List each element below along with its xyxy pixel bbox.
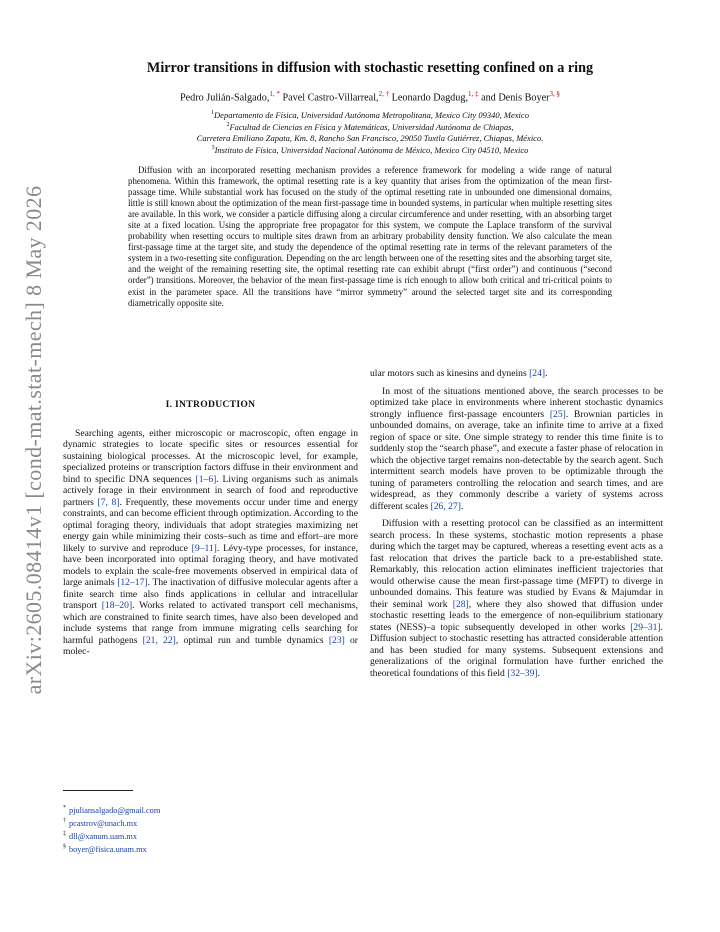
affiliation-line: $^1$Departamento de Física, Universidad Autónoma Metropolitana, Mexico City 09340, Mexico bbox=[211, 109, 529, 120]
paragraph-text: ular motors such as kinesins and dyneins bbox=[370, 368, 530, 379]
citation-link[interactable]: [28] bbox=[452, 598, 469, 610]
citation-link[interactable]: [26, 27] bbox=[430, 500, 461, 512]
affiliation-line: $^2$Facultad de Ciencias en Física y Matemáticas, Universidad Autónoma de Chiapas, bbox=[226, 122, 514, 133]
paragraph-text: . Brownian particles in unbounded domains, on average, take an infinite time to arrive at a fixed region of space or site. One simple strategy to render this time finite is to suddenly stop the “search phase”, and execute a faster phase of relocation in which the objective target remains non-detectable by the search agent. Such intermittent search models have proven to be optimizable through the tuning of parameters controlling the relocation and search times, and are widespread, as they commonly describe a variety of systems across different scales bbox=[370, 408, 663, 512]
citation-link[interactable]: [21, 22] bbox=[142, 634, 176, 646]
right-column-body bbox=[370, 368, 663, 679]
paragraph-text: . Frequently, these movements occur under time and energy constraints, and can become efficient through optimization. According to the optimal foraging theory, individuals that adopt strategies maximizing net energy gain while minimizing their costs–such as time and effort–are more likely to survive and reproduce bbox=[63, 496, 359, 554]
citation-link[interactable]: [25] bbox=[549, 408, 566, 420]
paragraph-text: . Diffusion subject to stochastic resetting has attracted considerable attention and has been studied for many systems. Subsequent extensions and generalizations of the original formulation have further enriched the theoretical foundations of this field bbox=[370, 621, 663, 679]
arxiv-sidebar-stamp bbox=[14, 185, 54, 695]
paragraph bbox=[370, 518, 663, 679]
author-name: Pedro Julián-Salgado, bbox=[179, 92, 270, 104]
citation-link[interactable]: [29–31] bbox=[630, 621, 661, 633]
citation-link[interactable]: [32–39] bbox=[507, 667, 538, 679]
email-link[interactable]: pcastrov@unach.mx bbox=[69, 818, 138, 828]
affiliation-line: Carretera Emiliano Zapata, Km. 8, Rancho San Francisco, 29050 Tuxtla Gutiérrez, Chiapas, México. bbox=[196, 132, 544, 143]
paragraph bbox=[370, 368, 663, 380]
section-heading: I. INTRODUCTION bbox=[165, 399, 256, 410]
citation-link[interactable]: [7, 8] bbox=[97, 496, 120, 508]
citation-link[interactable]: [24] bbox=[529, 368, 546, 379]
author-mark: 1, ‡ bbox=[468, 90, 479, 98]
left-column bbox=[63, 395, 358, 664]
right-column bbox=[370, 368, 663, 685]
footnote: § boyer@fisica.unam.mx bbox=[63, 844, 147, 854]
paragraph-text: Diffusion with a resetting protocol can be classified as an intermittent search process. In these systems, stochastic motion represents a phase during which the target may be captured, whereas a resetting event acts as a fast relocation that drives the particle back to a pre-established state. Remarkably, this relocation action eliminates inefficient trajectories that would otherwise cause the mean first-passage time (MFPT) to diverge in unbounded domains. This feature was studied by Evans & Majumdar in their seminal work bbox=[370, 518, 663, 610]
affiliations bbox=[80, 108, 660, 156]
author-mark: 2, † bbox=[378, 90, 390, 98]
arxiv-identifier: arXiv:2605.08414v1 [cond-mat.stat-mech] 8 May 2026 bbox=[21, 185, 46, 695]
citation-link[interactable]: [9–11] bbox=[191, 542, 217, 554]
footnotes bbox=[63, 803, 363, 855]
paragraph-text: , optimal run and tumble dynamics bbox=[175, 634, 329, 646]
paragraph-text: . bbox=[545, 368, 548, 379]
paper-title: Mirror transitions in diffusion with stochastic resetting confined on a ring bbox=[146, 60, 594, 76]
paragraph-text: . Living organisms such as animals actively forage in their environment in search of food and reproductive partners bbox=[63, 473, 358, 508]
paragraph-text: . bbox=[460, 500, 464, 512]
paragraph bbox=[370, 386, 663, 513]
paragraph-text: In most of the situations mentioned above, the search processes to be optimized take place in environments where inherent stochastic dynamics strongly influence first-passage encounters bbox=[370, 385, 663, 420]
paragraph bbox=[63, 428, 358, 658]
paragraph-text: or molec- bbox=[63, 634, 359, 657]
paragraph-text: , where they also showed that diffusion under stochastic resetting leads to the emergence of non-equilibrium stationary states (NESS)–a topic subsequently developed in other works bbox=[370, 598, 663, 633]
author-mark: 1, * bbox=[269, 90, 280, 98]
citation-link[interactable]: [1–6] bbox=[195, 473, 217, 485]
author-mark: 3, § bbox=[549, 90, 561, 98]
footnote: * pjuliansalgado@gmail.com bbox=[63, 805, 161, 815]
citation-link[interactable]: [12–17] bbox=[117, 577, 148, 588]
footnote-rule bbox=[63, 790, 133, 791]
footnote: † pcastrov@unach.mx bbox=[63, 818, 138, 828]
paragraph-text: . bbox=[537, 667, 540, 679]
abstract: Diffusion with an incorporated resetting mechanism provides a reference framework for modeling a wide range of natural phenomena. Within this framework, the optimal resetting rate is a key quantity that arises from the optimization of the mean first-passage time. While substantial work has focused on the study of the optimal resetting rate in unbounded one dimensional domains, little is still known about the optimization of the mean first-passage time in bounded systems, in particular when multiple resetting sites are available. In this work, we consider a particle diffusing along a circular circumference and under resetting, with an absorbing target site at a fixed location. Using the appropriate free propagator for this system, we compute the Laplace transform of the survival probability when resetting occurs to multiple sites drawn from an arbitrary probability density function. We also calculate the mean first-passage time at the target site, and study the dependence of the optimal resetting rate in terms of the relevant parameters of the system in a two-resetting site configuration. Depending on the arc length between one of the resetting sites and the absorbing target site, and the weight of the remaining resetting site, the optimal resetting rate can exhibit abrupt (“first order”) and continuous (“second order”) transitions. Moreover, the behavior of the mean first-passage time is rich enough to allow both critical and tri-critical points to exist in the parameter space. All the transitions have “mirror symmetry” around the selected target site and its corresponding diametrically opposite site. bbox=[128, 165, 612, 308]
left-column-body bbox=[63, 428, 358, 658]
affiliation-line: $^3$Instituto de Física, Universidad Nacional Autónoma de México, Mexico City 04510, Mexico bbox=[211, 145, 529, 156]
citation-link[interactable]: [18–20] bbox=[101, 600, 133, 611]
paragraph-text: . The inactivation of diffusive molecular agents after a finite search time also finds applications in cellular and intracellular transport bbox=[63, 577, 358, 611]
footnote: ‡ dll@xanum.uam.mx bbox=[63, 831, 138, 841]
paragraph-text: . Lévy-type processes, for instance, have been incorporated into optimal foraging theory, and have motivated models to explain the scale-free movements observed in empirical data of large animals bbox=[63, 542, 359, 588]
author-list bbox=[80, 90, 660, 103]
email-link[interactable]: pjuliansalgado@gmail.com bbox=[69, 805, 161, 815]
author-name: Pavel Castro-Villarreal, bbox=[282, 92, 379, 104]
citation-link[interactable]: [23] bbox=[328, 634, 345, 646]
author-name: Leonardo Dagdug, bbox=[391, 92, 469, 104]
paragraph-text: Searching agents, either microscopic or macroscopic, often engage in dynamic strategies to locate specific sites or resources essential for sustaining biological processes. At the microscopic level, for example, specialized proteins or transcription factors diffuse in their environment and bind to specific DNA sequences bbox=[63, 427, 358, 485]
paragraph-text: . Works related to activated transport cell mechanisms, which are constrained to finite search times, have also been developed and include systems that range from immune migrating cells searching for harmful pathogens bbox=[63, 600, 358, 646]
email-link[interactable]: boyer@fisica.unam.mx bbox=[69, 844, 147, 854]
author-name: and Denis Boyer bbox=[481, 92, 550, 104]
email-link[interactable]: dll@xanum.uam.mx bbox=[69, 831, 138, 841]
